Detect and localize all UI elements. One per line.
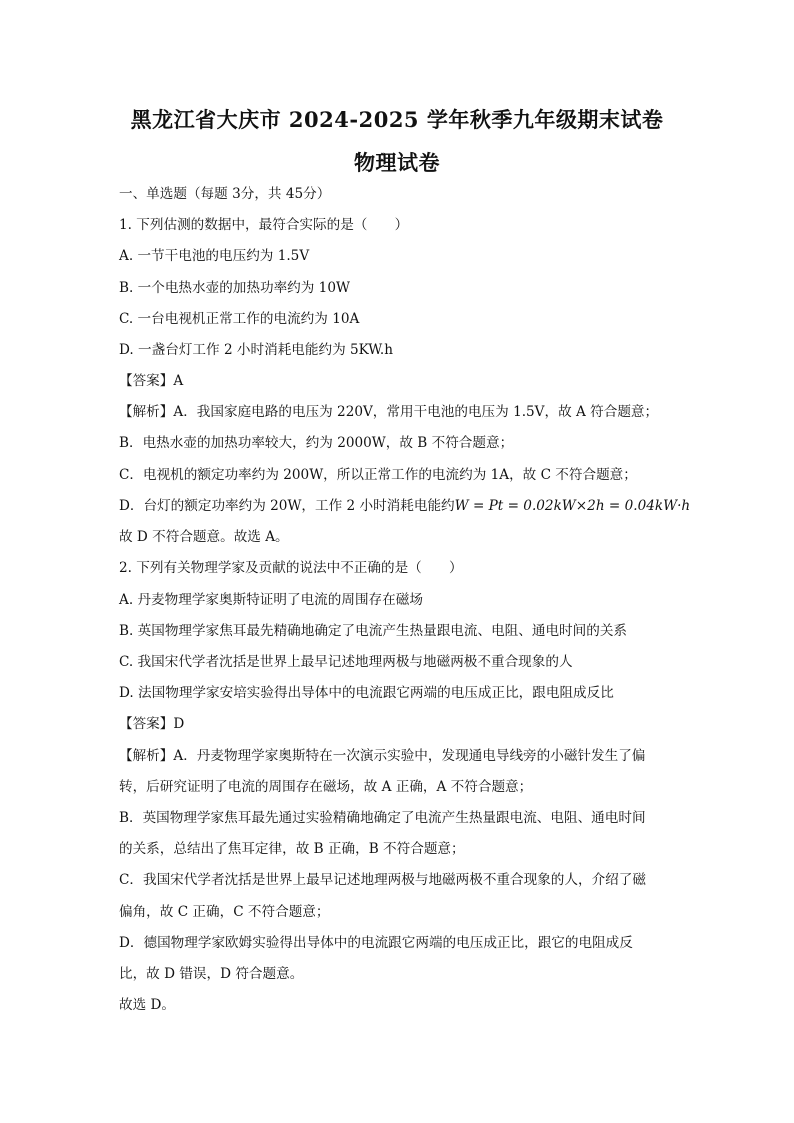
question-1-analysis-line-4 [119,497,691,515]
question-2-analysis-line-8: 比，故 D 错误，D 符合题意。 [119,966,304,982]
question-2-conclusion: 故选 D。 [119,997,176,1013]
analysis-label: 【解析】 [119,748,174,764]
question-1-analysis-line-1 [119,403,679,421]
document-subtitle: 物理试卷 [354,150,440,175]
section-heading: 一、单选题（每题 3分，共 45分） [119,186,331,202]
analysis-text: A．丹麦物理学家奥斯特在一次演示实验中，发现通电导线旁的小磁针发生了偏 [173,748,646,764]
question-1-analysis-line-2: B．电热水壶的加热功率较大，约为 2000W，故 B 不符合题意； [119,435,514,451]
analysis-label: 【解析】 [119,404,174,420]
question-2-option-d: D. 法国物理学家安培实验得出导体中的电流跟它两端的电压成正比，跟电阻成反比 [119,685,614,701]
document-title: 黑龙江省大庆市 2024-2025 学年秋季九年级期末试卷 [130,107,664,132]
question-2-option-b: B. 英国物理学家焦耳最先精确地确定了电流产生热量跟电流、电阻、通电时间的关系 [119,623,628,639]
question-1-option-d: D. 一盏台灯工作 2 小时消耗电能约为 5KW.h [119,342,393,358]
question-1-answer: 【答案】A [119,373,184,389]
question-2-analysis-line-5: C．我国宋代学者沈括是世界上最早记述地理两极与地磁两极不重合现象的人，介绍了磁 [119,872,646,888]
question-2-option-a: A. 丹麦物理学家奥斯特证明了电流的周围存在磁场 [119,592,423,608]
question-1-option-c: C. 一台电视机正常工作的电流约为 10A [119,311,360,327]
question-2-option-c: C. 我国宋代学者沈括是世界上最早记述地理两极与地磁两极不重合现象的人 [119,654,573,670]
question-2-analysis-line-6: 偏角，故 C 正确，C 不符合题意； [119,904,330,920]
question-1-option-b: B. 一个电热水壶的加热功率约为 10W [119,280,350,296]
question-2-analysis-line-2: 转，后研究证明了电流的周围存在磁场，故 A 正确，A 不符合题意； [119,779,533,795]
question-2-analysis-line-4: 的关系，总结出了焦耳定律，故 B 正确，B 不符合题意； [119,841,465,857]
question-1-analysis-line-5: 故 D 不符合题意。故选 A。 [119,529,289,545]
energy-formula: W = Pt = 0.02kW×2h = 0.04kW·h [454,498,691,514]
question-2-analysis-line-1 [119,747,679,765]
question-2-analysis-line-7: D．德国物理学家欧姆实验得出导体中的电流跟它两端的电压成正比，跟它的电阻成反 [119,935,633,951]
question-1-option-a: A. 一节干电池的电压约为 1.5V [119,248,310,264]
question-2-text: 2. 下列有关物理学家及贡献的说法中不正确的是（ ） [119,560,463,576]
analysis-text: D．台灯的额定功率约为 20W，工作 2 小时消耗电能约 [119,498,455,514]
question-1-text: 1. 下列估测的数据中，最符合实际的是（ ） [119,217,409,233]
question-1-analysis-line-3: C．电视机的额定功率约为 200W，所以正常工作的电流约为 1A，故 C 不符合题意； [119,467,637,483]
analysis-text: A．我国家庭电路的电压为 220V，常用干电池的电压为 1.5V，故 A 符合题意； [173,404,659,420]
question-2-answer: 【答案】D [119,716,185,732]
question-2-analysis-line-3: B．英国物理学家焦耳最先通过实验精确地确定了电流产生热量跟电流、电阻、通电时间 [119,810,646,826]
